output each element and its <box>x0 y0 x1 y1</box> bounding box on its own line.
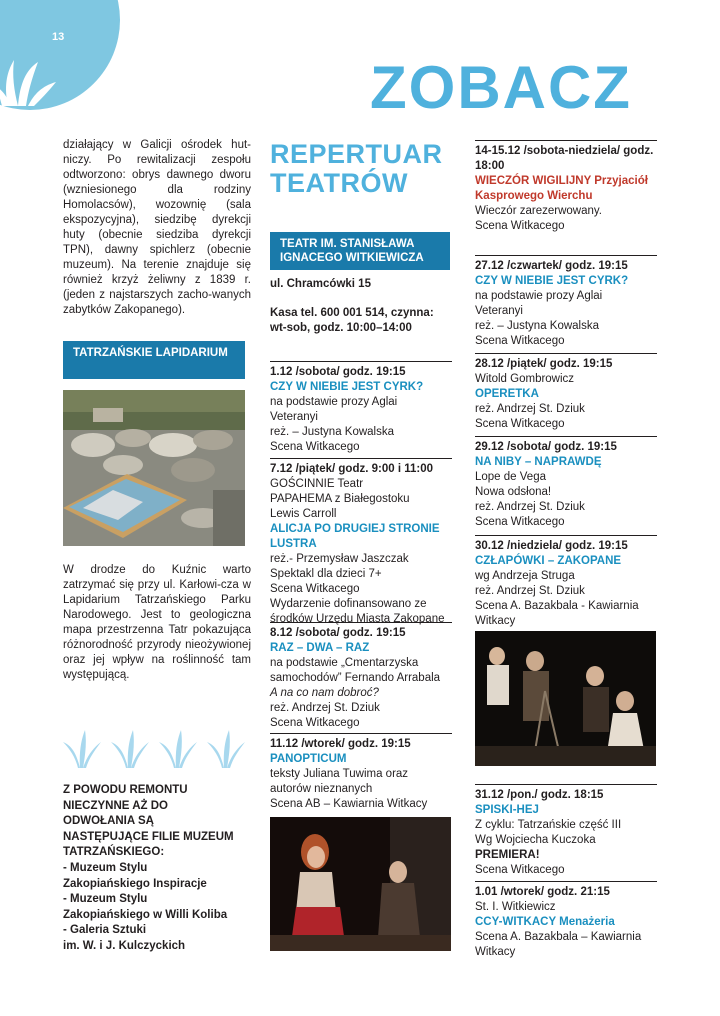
event-entry <box>270 361 452 455</box>
event-date: 7.12 /piątek/ godz. 9:00 i 11:00 <box>270 463 433 475</box>
event-title: PANOPTICUM <box>270 753 347 765</box>
event-line: na podstawie prozy Aglai <box>475 290 603 302</box>
event-date: 27.12 /czwartek/ godz. 19:15 <box>475 260 628 272</box>
event-date: 28.12 /piątek/ godz. 19:15 <box>475 358 613 370</box>
premiere-label: PREMIERA! <box>475 849 540 861</box>
event-date: 30.12 /niedziela/ godz. 19:15 <box>475 540 628 552</box>
lapidarium-heading: TATRZAŃSKIE LAPIDARIUM <box>73 347 228 359</box>
event-line: na podstawie prozy Aglai <box>270 396 398 408</box>
event-line: teksty Juliana Tuwima oraz <box>270 768 409 780</box>
event-entry <box>270 458 452 627</box>
event-line: Lewis Carroll <box>270 508 337 520</box>
event-line: reż.- Przemysław Jaszczak <box>270 553 409 565</box>
event-title: OPERETKA <box>475 388 539 400</box>
event-entry <box>475 436 657 530</box>
repertoire-heading <box>270 140 452 198</box>
event-date: 29.12 /sobota/ godz. 19:15 <box>475 441 617 453</box>
box-office-line: Kasa tel. 600 001 514, czynna: <box>270 307 434 319</box>
event-entry <box>270 622 452 731</box>
leaf-ornament-icon <box>0 28 60 108</box>
event-line: Witold Gombrowicz <box>475 373 575 385</box>
lapidarium-text: W drodze do Kuźnic warto zatrzymać się przy ul. Karłowi-cza w Lapidarium Tatrzańskiego Parku Narodowego. Jest to geologiczna mapa przestrzenna Tatr pokazująca różnorodność przyrody nieożywionej oraz jej wpływ na roślinność tam występującą. <box>63 564 251 681</box>
event-line: Spektakl dla dzieci 7+ <box>270 568 382 580</box>
panopticum-photo <box>270 817 451 951</box>
closure-notice <box>63 783 251 955</box>
event-line: Scena Witkacego <box>475 418 565 430</box>
event-line: Scena Witkacego <box>270 717 360 729</box>
event-line: Lope de Vega <box>475 471 546 483</box>
notice-line: NIECZYNNE AŻ DO <box>63 799 168 812</box>
theatre-address: ul. Chramcówki 15 <box>270 278 371 290</box>
event-title: CZŁAPÓWKI – ZAKOPANE <box>475 555 622 567</box>
section-title: ZOBACZ <box>370 54 632 121</box>
event-line: Scena Witkacego <box>475 516 565 528</box>
event-date: 1.12 /sobota/ godz. 19:15 <box>270 366 406 378</box>
event-line: Z cyklu: Tatrzańskie część III <box>475 819 622 831</box>
event-title: CZY W NIEBIE JEST CYRK? <box>270 381 424 393</box>
event-line: GOŚCINNIE Teatr <box>270 478 364 490</box>
event-line: na podstawie „Cmentarzyska <box>270 657 419 669</box>
czlapowki-photo <box>475 631 656 766</box>
event-line: reż. – Justyna Kowalska <box>270 426 395 438</box>
box-office-line: wt-sob, godz. 10:00–14:00 <box>270 322 412 334</box>
lapidarium-photo <box>63 390 245 546</box>
event-line: reż. Andrzej St. Dziuk <box>475 585 585 597</box>
event-line: St. I. Witkiewicz <box>475 901 556 913</box>
notice-line: - Muzeum Stylu <box>63 893 148 906</box>
event-date: 11.12 /wtorek/ godz. 19:15 <box>270 738 411 750</box>
event-date: 31.12 /pon./ godz. 18:15 <box>475 789 604 801</box>
event-date: 1.01 /wtorek/ godz. 21:15 <box>475 886 610 898</box>
event-title: RAZ – DWA – RAZ <box>270 642 370 654</box>
event-line: Witkacy <box>475 615 516 627</box>
event-date: 14-15.12 /sobota-niedziela/ godz. 18:00 <box>475 145 654 172</box>
event-entry <box>475 140 657 234</box>
event-line: reż. Andrzej St. Dziuk <box>270 702 380 714</box>
event-line: Scena Witkacego <box>270 583 360 595</box>
event-line: PAPAHEMA z Białegostoku <box>270 493 410 505</box>
event-title: CZY W NIEBIE JEST CYRK? <box>475 275 629 287</box>
event-line: Veteranyi <box>475 305 523 317</box>
notice-line: Zakopiańskiego Inspiracje <box>63 877 207 890</box>
event-entry <box>475 535 657 629</box>
event-line: Scena Witkacego <box>270 441 360 453</box>
box-office-info <box>270 306 452 336</box>
event-date: 8.12 /sobota/ godz. 19:15 <box>270 627 406 639</box>
notice-line: TATRZAŃSKIEGO: <box>63 846 165 859</box>
event-line: Scena Witkacego <box>475 335 565 347</box>
notice-line: Zakopiańskiego w Willi Koliba <box>63 908 228 921</box>
page-number: 13 <box>52 31 65 43</box>
event-line: samochodów” Fernando Arrabala <box>270 672 441 684</box>
notice-line: NASTĘPUJĄCE FILIE MUZEUM <box>63 830 234 843</box>
event-line: A na co nam dobroć? <box>270 687 379 699</box>
event-line: Scena AB – Kawiarnia Witkacy <box>270 798 428 810</box>
event-line: reż. Andrzej St. Dziuk <box>475 403 585 415</box>
event-line: Veteranyi <box>270 411 318 423</box>
notice-line: im. W. i J. Kulczyckich <box>63 939 186 952</box>
event-line: autorów nieznanych <box>270 783 373 795</box>
event-line: Scena A. Bazakbala - Kawiarnia <box>475 600 639 612</box>
event-line: wg Andrzeja Struga <box>475 570 575 582</box>
notice-line: Z POWODU REMONTU <box>63 784 188 796</box>
event-line: Scena A. Bazakbala – Kawiarnia <box>475 931 642 943</box>
event-title: NA NIBY – NAPRAWDĘ <box>475 456 602 468</box>
event-line: Witkacy <box>475 946 516 958</box>
event-line: Scena Witkacego <box>475 864 565 876</box>
theatre-name-line: IGNACEGO WITKIEWICZA <box>280 252 424 264</box>
heading-line: REPERTUAR <box>270 139 443 169</box>
theatre-name-box <box>270 232 450 270</box>
event-line: Wydarzenie dofinansowano ze <box>270 598 427 610</box>
notice-line: - Muzeum Stylu <box>63 861 148 874</box>
event-entry <box>475 353 657 432</box>
event-entry <box>475 255 657 349</box>
heading-line: TEATRÓW <box>270 168 408 198</box>
notice-line: - Galeria Sztuki <box>63 924 147 937</box>
event-entry <box>475 881 657 960</box>
theatre-name-line: TEATR IM. STANISŁAWA <box>280 238 415 250</box>
event-line: Wieczór zarezerwowany. <box>475 205 602 217</box>
event-entry <box>270 733 452 812</box>
event-line: reż. – Justyna Kowalska <box>475 320 600 332</box>
event-line: Nowa odsłona! <box>475 486 552 498</box>
lapidarium-heading-box <box>63 341 245 379</box>
event-line: Scena Witkacego <box>475 220 565 232</box>
notice-line: ODWOŁANIA SĄ <box>63 815 154 828</box>
event-entry <box>475 784 657 878</box>
event-line: reż. Andrzej St. Dziuk <box>475 501 585 513</box>
event-title: SPISKI-HEJ <box>475 804 539 816</box>
event-line: środków Urzędu Miasta Zakopane <box>270 613 445 625</box>
intro-text: działający w Galicji ośrodek hut-niczy. Po rewitalizacji zespołu odtworzono: obrys dawnego dworu (wzniesionego dla rodziny Homolacsów), wozownię (sala ekspozycyjna), siedzibę dyrekcji huty (obecnie siedziba dyrekcji TPN), dawny spichlerz (obecnie muzeum). Na terenie znajduje się również krzyż żeliwny z 1839 r. (jeden z najstarszych zacho-wanych zabytków Zakopanego). <box>63 139 251 316</box>
ornament-row-icon <box>63 728 245 774</box>
event-title: ALICJA PO DRUGIEJ STRONIE LUSTRA <box>270 523 440 550</box>
event-title: CCY-WITKACY Menażeria <box>475 916 615 928</box>
event-title: WIECZÓR WIGILIJNY Przyjaciół Kasprowego Wierchu <box>475 175 648 202</box>
event-line: Wg Wojciecha Kuczoka <box>475 834 596 846</box>
